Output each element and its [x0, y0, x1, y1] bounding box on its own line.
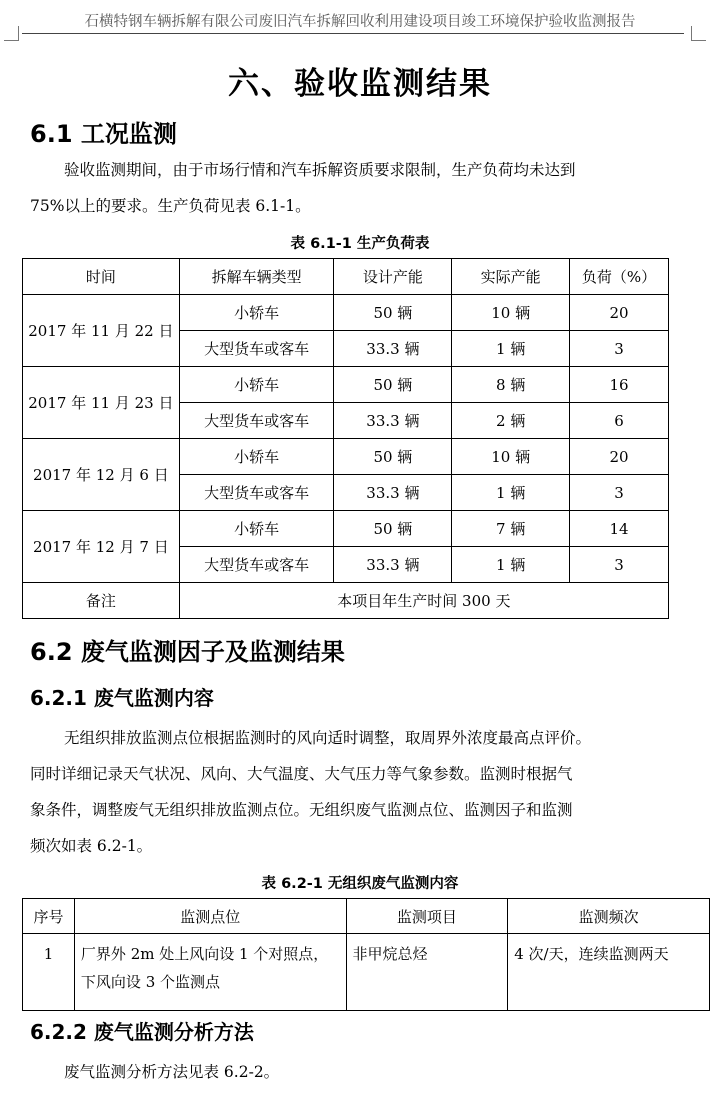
chapter-title: 六、验收监测结果	[228, 66, 492, 102]
design-capacity-cell: 50 辆	[334, 367, 452, 403]
date-cell: 2017 年 12 月 7 日	[23, 511, 180, 583]
vehicle-type-cell: 小轿车	[179, 295, 334, 331]
vehicle-type-cell: 小轿车	[179, 511, 334, 547]
actual-capacity-cell: 1 辆	[452, 331, 570, 367]
vehicle-type-cell: 大型货车或客车	[179, 331, 334, 367]
section-6-2-2-title: 6.2.2 废气监测分析方法	[30, 1020, 254, 1044]
load-cell: 14	[570, 511, 669, 547]
monitoring-item-cell: 非甲烷总烃	[346, 934, 508, 1011]
actual-capacity-cell: 10 辆	[452, 295, 570, 331]
header-cell: 监测点位	[74, 899, 346, 934]
table-header-row	[23, 899, 710, 934]
actual-capacity-cell: 7 辆	[452, 511, 570, 547]
actual-capacity-cell: 1 辆	[452, 547, 570, 583]
remark-row	[23, 583, 669, 619]
remark-value-cell: 本项目年生产时间 300 天	[179, 583, 668, 619]
serial-number-cell: 1	[23, 934, 75, 1011]
paragraph-line: 同时详细记录天气状况、风向、大气温度、大气压力等气象参数。监测时根据气	[30, 765, 573, 783]
table-row	[23, 295, 669, 331]
crop-mark-left	[4, 26, 19, 41]
paragraph-line: 验收监测期间，由于市场行情和汽车拆解资质要求限制，生产负荷均未达到	[64, 161, 576, 179]
location-line: 厂界外 2m 处上风向设 1 个对照点，	[80, 945, 329, 963]
section-6-2-title: 6.2 废气监测因子及监测结果	[30, 638, 345, 666]
table-6-1-1-caption: 表 6.1-1 生产负荷表	[290, 236, 430, 252]
table-row	[23, 511, 669, 547]
monitoring-frequency-cell: 4 次/天，连续监测两天	[508, 934, 710, 1011]
table-header-row	[23, 259, 669, 295]
design-capacity-cell: 33.3 辆	[334, 403, 452, 439]
section-6-1-paragraph	[30, 152, 685, 224]
load-cell: 3	[570, 331, 669, 367]
monitoring-location-cell	[74, 934, 346, 1011]
vehicle-type-cell: 大型货车或客车	[179, 475, 334, 511]
actual-capacity-cell: 10 辆	[452, 439, 570, 475]
design-capacity-cell: 33.3 辆	[334, 547, 452, 583]
vehicle-type-cell: 小轿车	[179, 439, 334, 475]
paragraph-line: 无组织排放监测点位根据监测时的风向适时调整，取周界外浓度最高点评价。	[64, 729, 592, 747]
vehicle-type-cell: 大型货车或客车	[179, 403, 334, 439]
date-cell: 2017 年 11 月 23 日	[23, 367, 180, 439]
date-cell: 2017 年 11 月 22 日	[23, 295, 180, 367]
fugitive-gas-monitoring-table	[22, 898, 710, 1011]
date-cell: 2017 年 12 月 6 日	[23, 439, 180, 511]
paragraph-line: 频次如表 6.2-1。	[30, 837, 153, 855]
load-cell: 3	[570, 547, 669, 583]
header-cell: 监测频次	[508, 899, 710, 934]
table-row	[23, 439, 669, 475]
table-row	[23, 367, 669, 403]
load-cell: 6	[570, 403, 669, 439]
load-cell: 16	[570, 367, 669, 403]
paragraph-line: 废气监测分析方法见表 6.2-2。	[64, 1063, 280, 1081]
actual-capacity-cell: 8 辆	[452, 367, 570, 403]
paragraph-line: 象条件，调整废气无组织排放监测点位。无组织废气监测点位、监测因子和监测	[30, 801, 573, 819]
header-cell: 实际产能	[452, 259, 570, 295]
design-capacity-cell: 50 辆	[334, 295, 452, 331]
actual-capacity-cell: 2 辆	[452, 403, 570, 439]
crop-mark-right	[691, 26, 706, 41]
section-6-2-2-paragraph	[30, 1054, 685, 1090]
location-line: 下风向设 3 个监测点	[80, 973, 221, 991]
header-cell: 设计产能	[334, 259, 452, 295]
running-header: 石横特钢车辆拆解有限公司废旧汽车拆解回收利用建设项目竣工环境保护验收监测报告	[84, 14, 636, 30]
actual-capacity-cell: 1 辆	[452, 475, 570, 511]
design-capacity-cell: 50 辆	[334, 511, 452, 547]
header-cell: 监测项目	[346, 899, 508, 934]
section-6-2-1-title: 6.2.1 废气监测内容	[30, 686, 214, 710]
vehicle-type-cell: 大型货车或客车	[179, 547, 334, 583]
header-cell: 时间	[23, 259, 180, 295]
section-6-1-title: 6.1 工况监测	[30, 120, 177, 148]
section-6-2-1-paragraph	[30, 720, 685, 864]
production-load-table	[22, 258, 669, 619]
header-cell: 拆解车辆类型	[179, 259, 334, 295]
header-cell: 序号	[23, 899, 75, 934]
load-cell: 20	[570, 439, 669, 475]
paragraph-line: 75%以上的要求。生产负荷见表 6.1-1。	[30, 197, 311, 215]
design-capacity-cell: 50 辆	[334, 439, 452, 475]
table-6-2-1-caption: 表 6.2-1 无组织废气监测内容	[261, 876, 459, 892]
header-cell: 负荷（%）	[570, 259, 669, 295]
load-cell: 3	[570, 475, 669, 511]
vehicle-type-cell: 小轿车	[179, 367, 334, 403]
design-capacity-cell: 33.3 辆	[334, 331, 452, 367]
design-capacity-cell: 33.3 辆	[334, 475, 452, 511]
remark-label-cell: 备注	[23, 583, 180, 619]
load-cell: 20	[570, 295, 669, 331]
header-rule	[22, 33, 684, 34]
table-row	[23, 934, 710, 1011]
